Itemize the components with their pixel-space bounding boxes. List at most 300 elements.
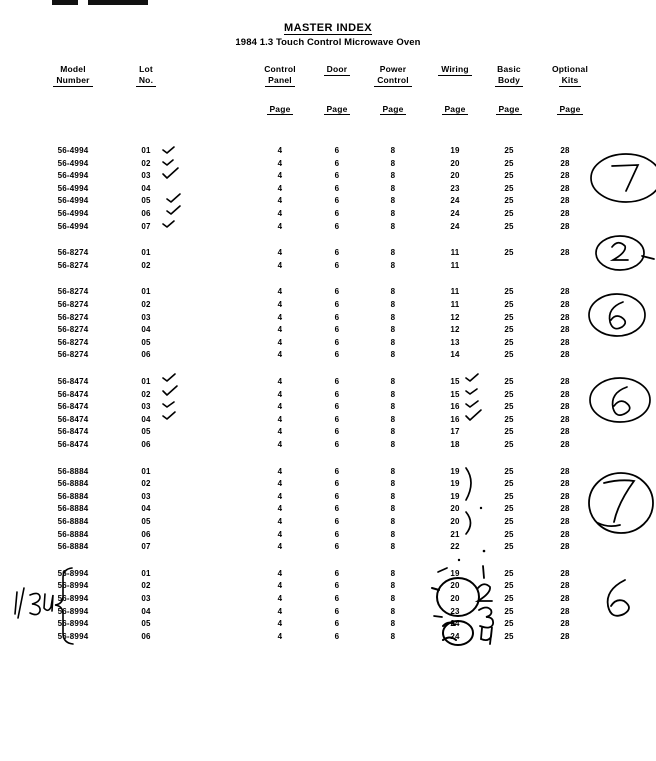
column-header-wiring-line2: Wiring bbox=[438, 64, 472, 76]
cell-lot: 05 bbox=[141, 619, 151, 629]
cell-power-control: 8 bbox=[390, 146, 396, 155]
table-row bbox=[0, 440, 656, 452]
table-row bbox=[0, 427, 656, 439]
column-header-basic-body-line2: Body bbox=[495, 75, 523, 87]
cell-door: 6 bbox=[334, 440, 340, 449]
page-subheader-wiring-text: Page bbox=[444, 104, 466, 114]
page-subheader-optional-kits-text: Page bbox=[559, 104, 581, 114]
cell-power-control: 8 bbox=[390, 221, 396, 231]
cell-basic-body: 25 bbox=[504, 491, 514, 501]
cell-basic-body: 25 bbox=[504, 402, 514, 412]
table-row bbox=[0, 607, 656, 619]
cell-door: 6 bbox=[334, 619, 340, 629]
cell-basic-body: 25 bbox=[504, 183, 514, 193]
cell-optional-kits: 28 bbox=[560, 312, 570, 322]
cell-lot: 06 bbox=[141, 440, 151, 449]
cell-power-control: 8 bbox=[390, 183, 396, 193]
cell-lot: 06 bbox=[141, 350, 151, 360]
table-row bbox=[0, 261, 656, 273]
cell-basic-body: 25 bbox=[504, 427, 514, 437]
cell-model: 56-4994 bbox=[57, 221, 89, 231]
cell-basic-body: 25 bbox=[504, 287, 514, 297]
document-title-text: MASTER INDEX bbox=[284, 22, 372, 34]
cell-wiring: 20 bbox=[450, 581, 460, 591]
column-header-control-panel-line2: Panel bbox=[265, 75, 295, 87]
cell-power-control: 8 bbox=[390, 619, 396, 629]
cell-door: 6 bbox=[334, 479, 340, 489]
cell-door: 6 bbox=[334, 183, 340, 193]
table-row bbox=[0, 377, 656, 389]
table-row bbox=[0, 569, 656, 581]
cell-wiring: 24 bbox=[450, 631, 460, 641]
cell-model: 56-8274 bbox=[57, 287, 89, 297]
cell-basic-body: 25 bbox=[504, 466, 514, 476]
cell-basic-body: 25 bbox=[504, 377, 514, 386]
column-header-lot-no-line1: Lot bbox=[139, 64, 153, 74]
cell-model: 56-8274 bbox=[57, 312, 89, 322]
cell-control-panel: 4 bbox=[277, 542, 283, 552]
cell-model: 56-8274 bbox=[57, 300, 89, 309]
cell-model: 56-8994 bbox=[57, 619, 89, 629]
cell-control-panel: 4 bbox=[277, 619, 283, 629]
cell-lot: 04 bbox=[141, 504, 151, 514]
document-subtitle: 1984 1.3 Touch Control Microwave Oven bbox=[235, 37, 421, 48]
cell-door: 6 bbox=[334, 158, 340, 168]
cell-door: 6 bbox=[334, 491, 340, 501]
cell-lot: 03 bbox=[141, 491, 151, 501]
cell-model: 56-8474 bbox=[57, 440, 89, 449]
cell-optional-kits: 28 bbox=[560, 631, 570, 641]
cell-model: 56-4994 bbox=[57, 196, 89, 206]
cell-wiring: 17 bbox=[450, 427, 460, 437]
cell-power-control: 8 bbox=[390, 466, 396, 476]
cell-door: 6 bbox=[334, 209, 340, 218]
cell-door: 6 bbox=[334, 171, 340, 181]
cell-optional-kits: 28 bbox=[560, 209, 570, 218]
cell-power-control: 8 bbox=[390, 517, 396, 526]
cell-power-control: 8 bbox=[390, 312, 396, 322]
cell-wiring: 19 bbox=[450, 146, 460, 155]
cell-wiring: 19 bbox=[450, 466, 460, 476]
cell-wiring: 20 bbox=[450, 594, 460, 603]
cell-power-control: 8 bbox=[390, 581, 396, 591]
cell-optional-kits: 28 bbox=[560, 414, 570, 424]
cell-optional-kits: 28 bbox=[560, 248, 570, 258]
cell-control-panel: 4 bbox=[277, 402, 283, 412]
cell-basic-body: 25 bbox=[504, 440, 514, 449]
cell-wiring: 22 bbox=[450, 542, 460, 552]
cell-basic-body: 25 bbox=[504, 171, 514, 181]
cell-optional-kits: 28 bbox=[560, 221, 570, 231]
cell-power-control: 8 bbox=[390, 196, 396, 206]
cell-wiring: 12 bbox=[450, 325, 460, 335]
cell-model: 56-8474 bbox=[57, 377, 89, 386]
cell-wiring: 19 bbox=[450, 491, 460, 501]
cell-power-control: 8 bbox=[390, 171, 396, 181]
cell-door: 6 bbox=[334, 389, 340, 399]
cell-wiring: 23 bbox=[450, 183, 460, 193]
cell-wiring: 11 bbox=[450, 287, 460, 297]
cell-control-panel: 4 bbox=[277, 529, 283, 539]
cell-lot: 02 bbox=[141, 581, 151, 591]
cell-wiring: 23 bbox=[450, 606, 460, 616]
table-row bbox=[0, 325, 656, 337]
cell-wiring: 21 bbox=[450, 529, 460, 539]
cell-lot: 07 bbox=[141, 542, 151, 552]
cell-optional-kits: 28 bbox=[560, 440, 570, 449]
cell-power-control: 8 bbox=[390, 631, 396, 641]
cell-optional-kits: 28 bbox=[560, 581, 570, 591]
cell-wiring: 11 bbox=[450, 248, 460, 258]
cell-lot: 03 bbox=[141, 402, 151, 412]
page-subheader-control-panel-text: Page bbox=[269, 104, 291, 114]
cell-model: 56-8884 bbox=[57, 479, 89, 489]
cell-power-control: 8 bbox=[390, 337, 396, 347]
cell-basic-body: 25 bbox=[504, 504, 514, 514]
cell-control-panel: 4 bbox=[277, 414, 283, 424]
table-row bbox=[0, 209, 656, 221]
cell-model: 56-8884 bbox=[57, 529, 89, 539]
cell-optional-kits: 28 bbox=[560, 594, 570, 603]
cell-basic-body: 25 bbox=[504, 619, 514, 629]
cell-power-control: 8 bbox=[390, 377, 396, 386]
cell-model: 56-8474 bbox=[57, 427, 89, 437]
table-row bbox=[0, 300, 656, 312]
cell-door: 6 bbox=[334, 146, 340, 155]
cell-power-control: 8 bbox=[390, 479, 396, 489]
cell-control-panel: 4 bbox=[277, 158, 283, 168]
cell-lot: 06 bbox=[141, 209, 151, 218]
cell-model: 56-8994 bbox=[57, 594, 89, 603]
cell-optional-kits: 28 bbox=[560, 325, 570, 335]
cell-optional-kits: 28 bbox=[560, 568, 570, 578]
table-row bbox=[0, 222, 656, 234]
cell-control-panel: 4 bbox=[277, 581, 283, 591]
table-row bbox=[0, 196, 656, 208]
cell-door: 6 bbox=[334, 196, 340, 206]
cell-control-panel: 4 bbox=[277, 171, 283, 181]
table-row bbox=[0, 402, 656, 414]
column-header-basic-body-line1: Basic bbox=[497, 64, 521, 74]
page-subheader-door-text: Page bbox=[326, 104, 348, 114]
cell-optional-kits: 28 bbox=[560, 491, 570, 501]
table-row bbox=[0, 581, 656, 593]
cell-optional-kits: 28 bbox=[560, 183, 570, 193]
cell-wiring: 24 bbox=[450, 619, 460, 629]
table-row bbox=[0, 542, 656, 554]
cell-basic-body: 25 bbox=[504, 389, 514, 399]
table-row bbox=[0, 504, 656, 516]
cell-power-control: 8 bbox=[390, 529, 396, 539]
cell-door: 6 bbox=[334, 325, 340, 335]
cell-door: 6 bbox=[334, 350, 340, 360]
cell-lot: 05 bbox=[141, 517, 151, 526]
column-header-control-panel-line1: Control bbox=[264, 64, 296, 74]
cell-model: 56-8274 bbox=[57, 325, 89, 335]
table-row bbox=[0, 171, 656, 183]
cell-control-panel: 4 bbox=[277, 183, 283, 193]
cell-power-control: 8 bbox=[390, 325, 396, 335]
cell-control-panel: 4 bbox=[277, 517, 283, 526]
cell-model: 56-8884 bbox=[57, 466, 89, 476]
cell-optional-kits: 28 bbox=[560, 300, 570, 309]
cell-model: 56-8994 bbox=[57, 568, 89, 578]
cell-power-control: 8 bbox=[390, 350, 396, 360]
cell-power-control: 8 bbox=[390, 287, 396, 297]
cell-wiring: 15 bbox=[450, 389, 460, 399]
cell-lot: 04 bbox=[141, 325, 151, 335]
cell-lot: 06 bbox=[141, 529, 151, 539]
cell-door: 6 bbox=[334, 221, 340, 231]
cell-door: 6 bbox=[334, 260, 340, 270]
cell-optional-kits: 28 bbox=[560, 377, 570, 386]
cell-control-panel: 4 bbox=[277, 491, 283, 501]
cell-lot: 01 bbox=[141, 146, 151, 155]
table-row bbox=[0, 248, 656, 260]
cell-wiring: 24 bbox=[450, 196, 460, 206]
cell-control-panel: 4 bbox=[277, 312, 283, 322]
cell-basic-body: 25 bbox=[504, 479, 514, 489]
cell-model: 56-4994 bbox=[57, 158, 89, 168]
cell-power-control: 8 bbox=[390, 440, 396, 449]
table-row bbox=[0, 632, 656, 644]
cell-optional-kits: 28 bbox=[560, 504, 570, 514]
column-header-lot-no-line2: No. bbox=[136, 75, 156, 87]
cell-power-control: 8 bbox=[390, 209, 396, 218]
cell-door: 6 bbox=[334, 631, 340, 641]
cell-door: 6 bbox=[334, 466, 340, 476]
cell-door: 6 bbox=[334, 504, 340, 514]
cell-lot: 01 bbox=[141, 248, 151, 258]
table-row bbox=[0, 492, 656, 504]
cell-model: 56-8994 bbox=[57, 581, 89, 591]
cell-basic-body: 25 bbox=[504, 158, 514, 168]
cell-optional-kits: 28 bbox=[560, 619, 570, 629]
cell-control-panel: 4 bbox=[277, 389, 283, 399]
cell-control-panel: 4 bbox=[277, 466, 283, 476]
cell-control-panel: 4 bbox=[277, 209, 283, 218]
cell-door: 6 bbox=[334, 312, 340, 322]
cell-wiring: 20 bbox=[450, 504, 460, 514]
table-row bbox=[0, 467, 656, 479]
cell-control-panel: 4 bbox=[277, 594, 283, 603]
cell-basic-body: 25 bbox=[504, 196, 514, 206]
cell-control-panel: 4 bbox=[277, 337, 283, 347]
page-subheader-power-control-text: Page bbox=[382, 104, 404, 114]
cell-wiring: 24 bbox=[450, 221, 460, 231]
page-subheader-basic-body-text: Page bbox=[498, 104, 520, 114]
cell-optional-kits: 28 bbox=[560, 196, 570, 206]
table-row bbox=[0, 313, 656, 325]
cell-model: 56-4994 bbox=[57, 146, 89, 155]
cell-basic-body: 25 bbox=[504, 568, 514, 578]
cell-basic-body: 25 bbox=[504, 594, 514, 603]
cell-basic-body: 25 bbox=[504, 631, 514, 641]
cell-wiring: 19 bbox=[450, 479, 460, 489]
cell-model: 56-8274 bbox=[57, 260, 89, 270]
cell-control-panel: 4 bbox=[277, 260, 283, 270]
cell-model: 56-8994 bbox=[57, 631, 89, 641]
cell-basic-body: 25 bbox=[504, 414, 514, 424]
cell-door: 6 bbox=[334, 248, 340, 258]
cell-wiring: 18 bbox=[450, 440, 460, 449]
cell-optional-kits: 28 bbox=[560, 466, 570, 476]
cell-basic-body: 25 bbox=[504, 606, 514, 616]
column-header-optional-kits-line1: Optional bbox=[551, 64, 589, 74]
cell-model: 56-8274 bbox=[57, 350, 89, 360]
cell-optional-kits: 28 bbox=[560, 606, 570, 616]
cell-power-control: 8 bbox=[390, 542, 396, 552]
cell-model: 56-8994 bbox=[57, 606, 89, 616]
cell-model: 56-4994 bbox=[57, 209, 89, 218]
cell-door: 6 bbox=[334, 581, 340, 591]
cell-power-control: 8 bbox=[390, 568, 396, 578]
cell-door: 6 bbox=[334, 517, 340, 526]
cell-power-control: 8 bbox=[390, 414, 396, 424]
cell-door: 6 bbox=[334, 606, 340, 616]
cell-basic-body: 25 bbox=[504, 221, 514, 231]
cell-power-control: 8 bbox=[390, 606, 396, 616]
cell-lot: 05 bbox=[141, 427, 151, 437]
cell-door: 6 bbox=[334, 529, 340, 539]
table-row bbox=[0, 287, 656, 299]
cell-door: 6 bbox=[334, 568, 340, 578]
cell-control-panel: 4 bbox=[277, 146, 283, 155]
cell-lot: 04 bbox=[141, 414, 151, 424]
table-row bbox=[0, 517, 656, 529]
cell-basic-body: 25 bbox=[504, 312, 514, 322]
cell-door: 6 bbox=[334, 287, 340, 297]
cell-control-panel: 4 bbox=[277, 221, 283, 231]
table-row bbox=[0, 390, 656, 402]
cell-control-panel: 4 bbox=[277, 350, 283, 360]
cell-door: 6 bbox=[334, 542, 340, 552]
cell-optional-kits: 28 bbox=[560, 427, 570, 437]
cell-door: 6 bbox=[334, 594, 340, 603]
cell-lot: 01 bbox=[141, 287, 151, 297]
cell-basic-body: 25 bbox=[504, 350, 514, 360]
column-header-model-number-line2: Number bbox=[53, 75, 92, 87]
cell-model: 56-8274 bbox=[57, 248, 89, 258]
cell-lot: 01 bbox=[141, 377, 151, 386]
cell-power-control: 8 bbox=[390, 491, 396, 501]
cell-wiring: 15 bbox=[450, 377, 460, 386]
cell-door: 6 bbox=[334, 402, 340, 412]
cell-control-panel: 4 bbox=[277, 287, 283, 297]
cell-wiring: 14 bbox=[450, 350, 460, 360]
cell-door: 6 bbox=[334, 427, 340, 437]
cell-control-panel: 4 bbox=[277, 196, 283, 206]
cell-wiring: 20 bbox=[450, 158, 460, 168]
table-row bbox=[0, 184, 656, 196]
cell-lot: 06 bbox=[141, 631, 151, 641]
table-row bbox=[0, 415, 656, 427]
cell-control-panel: 4 bbox=[277, 427, 283, 437]
cell-wiring: 20 bbox=[450, 171, 460, 181]
cell-model: 56-8474 bbox=[57, 402, 89, 412]
column-header-optional-kits-line2: Kits bbox=[559, 75, 582, 87]
cell-optional-kits: 28 bbox=[560, 529, 570, 539]
cell-wiring: 16 bbox=[450, 402, 460, 412]
cell-power-control: 8 bbox=[390, 427, 396, 437]
cell-lot: 02 bbox=[141, 479, 151, 489]
cell-lot: 05 bbox=[141, 337, 151, 347]
column-header-door-line2: Door bbox=[324, 64, 351, 76]
cell-lot: 02 bbox=[141, 260, 151, 270]
cell-lot: 03 bbox=[141, 312, 151, 322]
cell-optional-kits: 28 bbox=[560, 146, 570, 155]
table-row bbox=[0, 619, 656, 631]
table-row bbox=[0, 530, 656, 542]
cell-optional-kits: 28 bbox=[560, 171, 570, 181]
cell-power-control: 8 bbox=[390, 300, 396, 309]
column-header-power-control-line1: Power bbox=[379, 64, 407, 74]
cell-door: 6 bbox=[334, 337, 340, 347]
table-row bbox=[0, 350, 656, 362]
cell-model: 56-4994 bbox=[57, 171, 89, 181]
cell-lot: 03 bbox=[141, 594, 151, 603]
cell-wiring: 11 bbox=[450, 260, 460, 270]
cell-control-panel: 4 bbox=[277, 377, 283, 386]
cell-power-control: 8 bbox=[390, 248, 396, 258]
cell-door: 6 bbox=[334, 414, 340, 424]
cell-lot: 03 bbox=[141, 171, 151, 181]
cell-power-control: 8 bbox=[390, 389, 396, 399]
cell-optional-kits: 28 bbox=[560, 350, 570, 360]
cell-optional-kits: 28 bbox=[560, 402, 570, 412]
cell-power-control: 8 bbox=[390, 504, 396, 514]
cell-model: 56-8884 bbox=[57, 517, 89, 526]
cell-control-panel: 4 bbox=[277, 504, 283, 514]
cell-lot: 02 bbox=[141, 158, 151, 168]
cell-control-panel: 4 bbox=[277, 248, 283, 258]
cell-basic-body: 25 bbox=[504, 325, 514, 335]
cell-wiring: 24 bbox=[450, 209, 460, 218]
cell-optional-kits: 28 bbox=[560, 337, 570, 347]
cell-door: 6 bbox=[334, 300, 340, 309]
cell-optional-kits: 28 bbox=[560, 158, 570, 168]
cell-model: 56-8474 bbox=[57, 414, 89, 424]
cell-basic-body: 25 bbox=[504, 529, 514, 539]
cell-basic-body: 25 bbox=[504, 517, 514, 526]
cell-lot: 07 bbox=[141, 221, 151, 231]
cell-lot: 01 bbox=[141, 466, 151, 476]
column-header-power-control-line2: Control bbox=[374, 75, 412, 87]
table-row bbox=[0, 479, 656, 491]
cell-power-control: 8 bbox=[390, 260, 396, 270]
cell-control-panel: 4 bbox=[277, 631, 283, 641]
cell-model: 56-8274 bbox=[57, 337, 89, 347]
cell-basic-body: 25 bbox=[504, 337, 514, 347]
cell-model: 56-8474 bbox=[57, 389, 89, 399]
cell-model: 56-8884 bbox=[57, 504, 89, 514]
cell-optional-kits: 28 bbox=[560, 517, 570, 526]
table-row bbox=[0, 594, 656, 606]
cell-optional-kits: 28 bbox=[560, 542, 570, 552]
cell-basic-body: 25 bbox=[504, 581, 514, 591]
cell-power-control: 8 bbox=[390, 402, 396, 412]
table-row bbox=[0, 159, 656, 171]
cell-control-panel: 4 bbox=[277, 300, 283, 309]
cell-control-panel: 4 bbox=[277, 440, 283, 449]
cell-wiring: 12 bbox=[450, 312, 460, 322]
column-header-model-number-line1: Model bbox=[60, 64, 86, 74]
cell-optional-kits: 28 bbox=[560, 389, 570, 399]
cell-door: 6 bbox=[334, 377, 340, 386]
cell-optional-kits: 28 bbox=[560, 287, 570, 297]
cell-model: 56-4994 bbox=[57, 183, 89, 193]
cell-model: 56-8884 bbox=[57, 542, 89, 552]
